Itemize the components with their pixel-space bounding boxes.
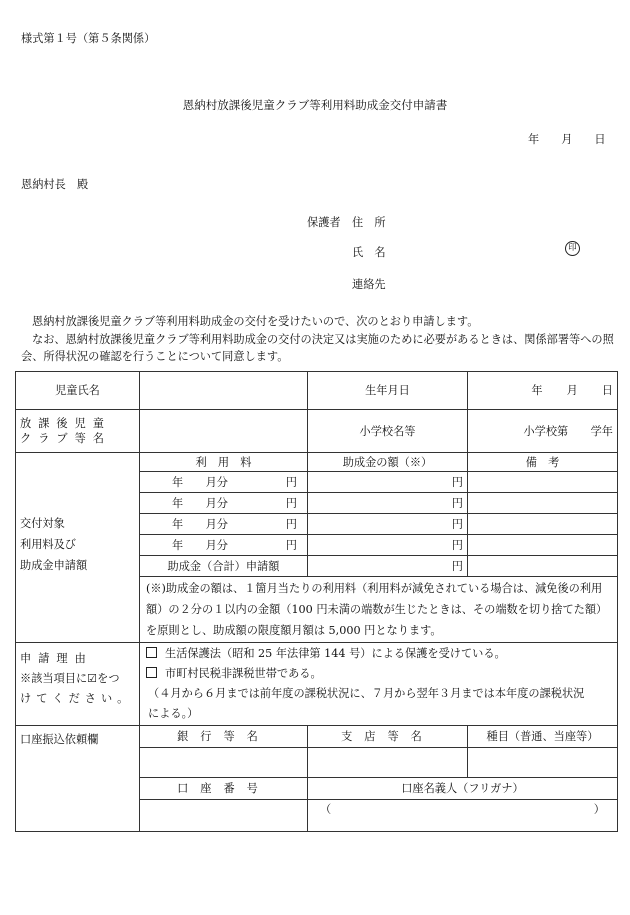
- remarks-field[interactable]: [468, 472, 618, 493]
- checkbox-icon[interactable]: [146, 647, 157, 658]
- reason-label-line-3: けてください。: [20, 692, 134, 705]
- section-line-1: 交付対象: [20, 517, 65, 530]
- yen-unit: 円: [285, 496, 297, 510]
- document-title: 恩納村放課後児童クラブ等利用料助成金交付申請書: [182, 98, 448, 112]
- reason-label-line-2: ※該当項目に☑をつ: [20, 672, 120, 685]
- month-part-label: 年 月分: [172, 538, 228, 552]
- bank-name-field[interactable]: [140, 748, 308, 778]
- month-part-label: 年 月分: [172, 475, 228, 489]
- school-name-label: 小学校名等: [308, 410, 468, 453]
- reason-option-tax-exempt[interactable]: [146, 664, 611, 684]
- checkbox-icon[interactable]: [146, 667, 157, 678]
- table-row: [16, 726, 618, 748]
- reason-option-1-text: 生活保護法（昭和 25 年法律第 144 号）による保護を受けている。: [165, 647, 506, 660]
- club-name-label: [16, 410, 140, 453]
- reason-label: [16, 643, 140, 726]
- reason-note: [146, 684, 611, 724]
- paren-open: （: [320, 803, 332, 816]
- reason-option-2-text: 市町村民税非課税世帯である。: [165, 667, 322, 680]
- guardian-label: 保護者: [307, 216, 341, 229]
- birth-month: 月: [566, 384, 578, 397]
- total-label: 助成金（合計）申請額: [140, 556, 308, 577]
- account-number-header: 口座番号: [140, 778, 308, 800]
- reason-note-line-2: による。）: [148, 707, 199, 720]
- reason-option-welfare[interactable]: [146, 644, 611, 664]
- club-label-line-1: 放課後児童: [20, 417, 111, 430]
- total-remarks-field[interactable]: [468, 556, 618, 577]
- table-row: [16, 372, 618, 410]
- reason-note-line-1: （４月から６月までは前年度の課税状況に、７月から翌年３月までは本年度の課税状況: [148, 687, 585, 700]
- remarks-field[interactable]: [468, 493, 618, 514]
- branch-name-header: 支店等名: [308, 726, 468, 748]
- club-label-line-2: クラブ等名: [20, 432, 111, 445]
- application-form-table: [15, 371, 618, 832]
- amount-field[interactable]: 円: [308, 514, 468, 535]
- month-part-label: 年 月分: [172, 517, 228, 531]
- remarks-field[interactable]: [468, 514, 618, 535]
- amount-field[interactable]: 円: [308, 493, 468, 514]
- account-holder-header: 口座名義人（フリガナ）: [308, 778, 618, 800]
- section-line-3: 助成金申請額: [20, 559, 88, 572]
- account-holder-field[interactable]: [308, 800, 618, 832]
- remarks-field[interactable]: [468, 535, 618, 556]
- fee-column-header: 利 用 料: [140, 453, 308, 472]
- account-type-field[interactable]: [468, 748, 618, 778]
- club-name-field[interactable]: [140, 410, 308, 453]
- birth-date-field[interactable]: [468, 372, 618, 410]
- intro-line-1: 恩納村放課後児童クラブ等利用料助成金の交付を受けたいので、次のとおり申請します。: [32, 315, 479, 328]
- birth-date-label: 生年月日: [308, 372, 468, 410]
- fee-month-field[interactable]: [140, 535, 308, 556]
- subsidy-section-label: [16, 453, 140, 643]
- reason-label-line-1: 申請理由: [20, 652, 93, 665]
- branch-name-field[interactable]: [308, 748, 468, 778]
- guardian-name-label: 氏 名: [352, 246, 386, 259]
- bank-name-header: 銀行等名: [140, 726, 308, 748]
- amount-field[interactable]: 円: [308, 535, 468, 556]
- fee-month-field[interactable]: [140, 493, 308, 514]
- section-line-2: 利用料及び: [20, 538, 76, 551]
- seal-mark: 印: [565, 241, 580, 256]
- account-number-field[interactable]: [140, 800, 308, 832]
- yen-unit: 円: [285, 538, 297, 552]
- month-part-label: 年 月分: [172, 496, 228, 510]
- amount-field[interactable]: 円: [308, 472, 468, 493]
- child-name-field[interactable]: [140, 372, 308, 410]
- intro-line-2: なお、恩納村放課後児童クラブ等利用料助成金の交付の決定又は実施のために必要があるときは、関係部署等への照会、所得状況の確認を行うことについて同意します。: [21, 332, 614, 363]
- table-row: [16, 453, 618, 472]
- subsidy-note: (※)助成金の額は、１箇月当たりの利用料（利用料が減免されている場合は、減免後の利用額）の２分の１以内の金額（100 円未満の端数が生じたときは、その端数を切り捨てた額）を原則とし、助成額の限度額月額は 5,000 円となります。: [140, 577, 618, 643]
- date-year: 年: [528, 133, 540, 146]
- reason-options: [140, 643, 618, 726]
- addressee: 恩納村長 殿: [21, 178, 89, 191]
- table-row: [16, 643, 618, 726]
- amount-column-header: 助成金の額（※）: [308, 453, 468, 472]
- child-name-label: 児童氏名: [16, 372, 140, 410]
- intro-text: [21, 313, 619, 366]
- birth-year: 年: [531, 384, 543, 397]
- form-number: 様式第１号（第５条関係）: [21, 32, 156, 45]
- application-date: [528, 131, 606, 147]
- guardian-contact-label: 連絡先: [352, 278, 386, 291]
- fee-month-field[interactable]: [140, 472, 308, 493]
- date-day: 日: [594, 133, 606, 146]
- remarks-column-header: 備 考: [468, 453, 618, 472]
- bank-section-label: 口座振込依頼欄: [16, 726, 140, 832]
- table-row: [16, 410, 618, 453]
- yen-unit: 円: [285, 517, 297, 531]
- birth-day: 日: [601, 384, 613, 397]
- school-grade-field[interactable]: 小学校第 学年: [468, 410, 618, 453]
- yen-unit: 円: [285, 475, 297, 489]
- paren-close: ）: [593, 803, 605, 816]
- total-amount-field[interactable]: 円: [308, 556, 468, 577]
- account-type-header: 種目（普通、当座等）: [468, 726, 618, 748]
- date-month: 月: [561, 133, 573, 146]
- fee-month-field[interactable]: [140, 514, 308, 535]
- guardian-address-label: 住 所: [352, 216, 386, 229]
